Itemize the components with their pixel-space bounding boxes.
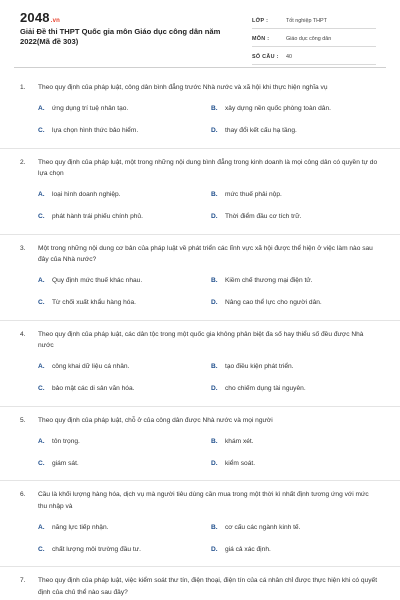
info-value: Tốt nghiệp THPT [286,18,327,24]
question-number: 2. [20,158,26,166]
answer-letter: C. [38,459,45,467]
info-row-subject [252,32,376,47]
question-text: Theo quy định của pháp luật, một trong những nội dung bình đẳng trong kinh doanh là mọi công dân có quyền tự do lựa chọn [38,158,378,177]
question-item [0,480,400,566]
answer-letter: D. [211,385,218,392]
question-item [0,74,400,148]
question-item [0,406,400,481]
question-text: Theo quy định của pháp luật, công dân bình đẳng trước Nhà nước và xã hội khi thực hiện nghĩa vụ [38,84,328,91]
question-item [0,566,400,598]
answer-option-d[interactable] [211,120,384,142]
logo-text: 2048 [20,10,50,25]
answer-option-d[interactable] [211,452,384,474]
answer-letter: C. [38,385,45,392]
answer-text: tôn trọng. [52,437,80,445]
answer-letter: D. [211,299,218,306]
answer-text: thay đổi kết cấu hạ tầng. [225,127,297,134]
answer-option-a[interactable] [38,356,211,378]
exam-info-table [252,14,376,68]
answer-text: cơ cấu các ngành kinh tế. [225,523,301,531]
info-label: MÔN : [252,36,270,42]
answer-option-b[interactable] [211,516,384,538]
answer-option-a[interactable] [38,430,211,452]
answer-option-a[interactable] [38,516,211,538]
question-text: Theo quy định của pháp luật, các dân tộc trong một quốc gia không phân biệt đa số hay thiểu số đều được Nhà nước [38,330,364,349]
answer-letter: A. [38,105,45,112]
answer-text: phát hành trái phiếu chính phủ. [52,213,143,220]
answer-text: ứng dụng trí tuệ nhân tạo. [52,105,129,112]
answer-text: tạo điều kiện phát triển. [225,363,294,370]
answer-text: công khai dữ liệu cá nhân. [52,363,130,370]
answer-text: xây dựng nền quốc phòng toàn dân. [225,105,331,112]
question-item [0,320,400,406]
answer-letter: A. [38,191,45,198]
answer-letter: A. [38,277,45,284]
answer-option-d[interactable] [211,538,384,560]
answer-text: Từ chối xuất khẩu hàng hóa. [52,299,136,306]
info-value: 40 [286,54,292,60]
question-text: Theo quy định của pháp luật, việc kiểm soát thư tín, điện thoại, điện tín của cá nhân chỉ được thực hiện khi có quyết định của chủ thể nào sau đây? [38,577,378,596]
info-row-question-count [252,50,376,65]
answer-option-c[interactable] [38,292,211,314]
answer-text: bảo mật các di sản văn hóa. [52,385,135,392]
logo-suffix: .vn [50,18,61,24]
answer-letter: A. [38,437,45,445]
answer-letter: B. [211,191,218,198]
answer-text: giá cả xác định. [225,545,271,553]
page-header [0,0,400,64]
answer-letter: D. [211,127,218,134]
question-text: Cầu là khối lượng hàng hóa, dịch vụ mà người tiêu dùng cần mua trong một thời kì nhất định tương ứng với mức thu nhập và [38,491,369,510]
answer-letter: B. [211,523,218,531]
answer-option-c[interactable] [38,452,211,474]
answer-letter: C. [38,127,45,134]
exam-title: Giải Đề thi THPT Quốc gia môn Giáo dục công dân năm 2022(Mã đề 303) [20,27,221,46]
site-logo[interactable] [20,11,60,28]
answer-letter: A. [38,523,45,531]
answer-letter: D. [211,545,218,553]
answer-options [20,426,384,480]
answer-options [20,266,384,320]
answer-options [20,512,384,566]
answer-option-c[interactable] [38,206,211,228]
question-text: Theo quy định của pháp luật, chỗ ở của công dân được Nhà nước và mọi người [38,416,273,424]
question-list [0,74,400,598]
answer-option-b[interactable] [211,98,384,120]
answer-text: lựa chọn hình thức bảo hiểm. [52,127,139,134]
answer-letter: A. [38,363,45,370]
answer-letter: C. [38,213,45,220]
answer-option-d[interactable] [211,292,384,314]
answer-option-a[interactable] [38,98,211,120]
answer-text: Nâng cao thể lực cho người dân. [225,299,322,306]
answer-text: năng lực tiếp nhận. [52,523,109,531]
question-item [0,234,400,320]
question-number: 6. [20,491,26,498]
answer-option-c[interactable] [38,378,211,400]
answer-option-b[interactable] [211,184,384,206]
answer-letter: D. [211,459,218,467]
answer-option-d[interactable] [211,378,384,400]
question-number: 5. [20,416,26,424]
answer-text: giám sát. [52,459,79,467]
question-number: 4. [20,330,26,338]
answer-letter: B. [211,277,218,284]
header-divider [14,67,386,68]
answer-letter: B. [211,105,218,112]
question-number: 7. [20,577,26,584]
answer-option-c[interactable] [38,120,211,142]
answer-text: Thời điểm đầu cơ tích trữ. [225,213,302,220]
answer-option-b[interactable] [211,270,384,292]
answer-letter: B. [211,437,218,445]
answer-option-c[interactable] [38,538,211,560]
answer-text: loại hình doanh nghiệp. [52,191,121,198]
answer-letter: C. [38,299,45,306]
answer-letter: B. [211,363,218,370]
answer-option-a[interactable] [38,270,211,292]
answer-option-d[interactable] [211,206,384,228]
answer-text: Quy định mức thuế khác nhau. [52,277,143,284]
answer-option-b[interactable] [211,430,384,452]
answer-option-b[interactable] [211,356,384,378]
answer-text: cho chiếm dụng tài nguyên. [225,385,306,392]
question-number: 1. [20,84,26,91]
answer-options [20,352,384,406]
info-row-class [252,14,376,29]
answer-text: mức thuế phải nộp. [225,191,282,198]
info-value: Giáo dục công dân [286,36,332,42]
answer-options [20,180,384,234]
answer-letter: D. [211,213,218,220]
answer-letter: C. [38,545,45,553]
answer-text: Kiềm chế thương mại điện tử. [225,277,313,284]
answer-text: chất lượng môi trường đầu tư. [52,545,141,553]
question-text: Một trong những nội dung cơ bản của pháp luật về phát triển các lĩnh vực xã hội được thể hiện ở việc làm nào sau đây của Nhà nước? [38,244,373,263]
question-number: 3. [20,244,26,252]
answer-option-a[interactable] [38,184,211,206]
answer-options [20,94,384,148]
info-label: SỐ CÂU : [252,54,279,60]
answer-text: kiểm soát. [225,459,256,467]
answer-text: khám xét. [225,437,254,445]
info-label: LỚP : [252,18,269,24]
question-item [0,148,400,234]
